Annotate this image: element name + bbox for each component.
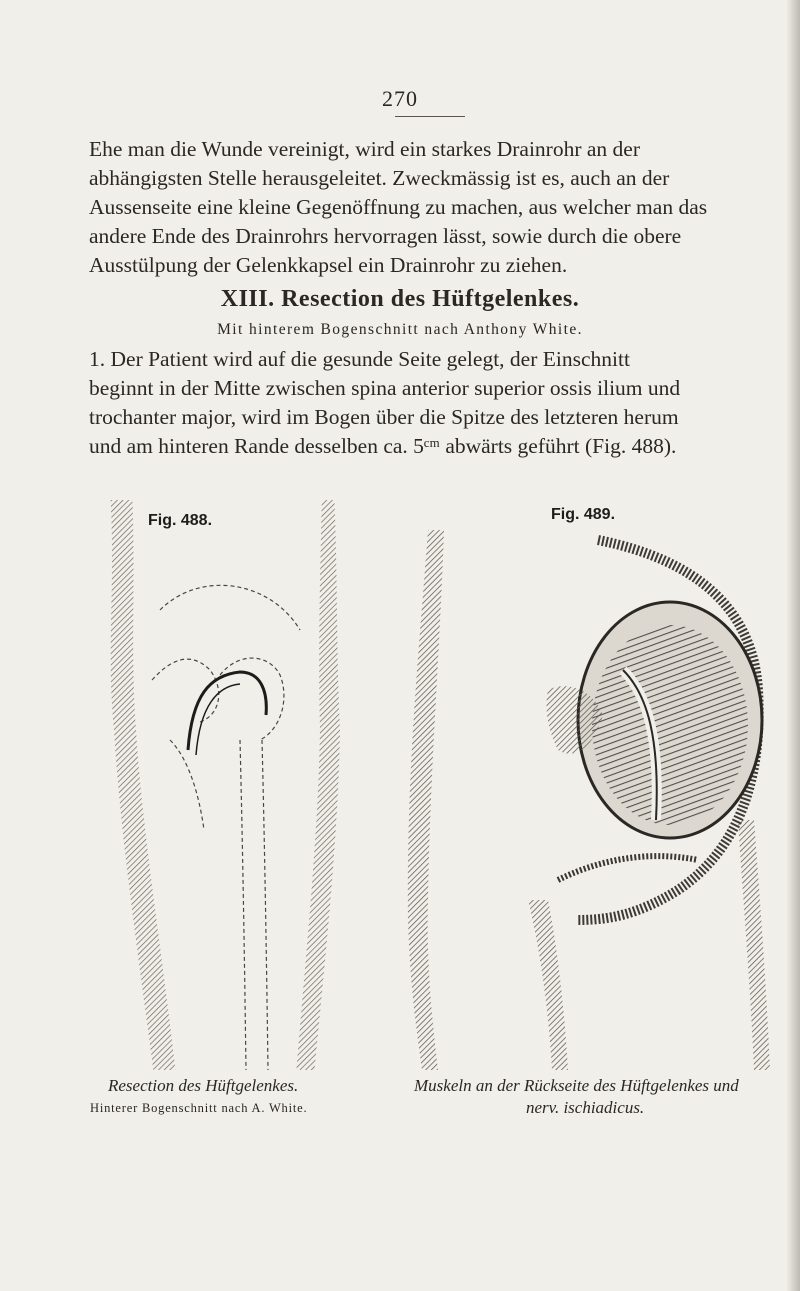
fig-489-caption: Muskeln an der Rückseite des Hüftgelenkes und xyxy=(414,1076,739,1095)
section-subheading: Mit hinterem Bogenschnitt nach Anthony White. xyxy=(217,321,583,338)
paragraph-line: 1. Der Patient wird auf die gesunde Seite gelegt, der Einschnitt xyxy=(89,347,630,371)
section-heading: XIII. Resection des Hüftgelenkes. xyxy=(220,286,580,312)
fig-489-label: Fig. 489. xyxy=(551,506,616,523)
paragraph-line: Ausstülpung der Gelenkkapsel ein Drainrohr zu ziehen. xyxy=(89,253,568,277)
page-number-rule xyxy=(395,116,465,117)
fig-489-subcaption: nerv. ischiadicus. xyxy=(526,1098,645,1117)
paragraph-line: abhängigsten Stelle herausgeleitet. Zweckmässig ist es, auch an der xyxy=(89,166,670,190)
body-left-contour xyxy=(408,530,444,1070)
femur-outline xyxy=(152,585,300,1070)
fig-488-label: Fig. 488. xyxy=(148,512,213,529)
fig-489-illustration xyxy=(398,520,778,1070)
fig-488-illustration xyxy=(100,500,360,1070)
page-edge-shadow xyxy=(786,0,800,1291)
thigh-right-contour xyxy=(296,500,340,1070)
thigh-right-contour xyxy=(738,820,770,1070)
thigh-contour xyxy=(528,900,568,1070)
fig-488-caption: Resection des Hüftgelenkes. xyxy=(108,1076,299,1095)
paragraph-line: andere Ende des Drainrohrs hervorragen lässt, sowie durch die obere xyxy=(89,224,682,248)
incision-arc xyxy=(188,672,266,750)
paragraph-line: Ehe man die Wunde vereinigt, wird ein starkes Drainrohr an der xyxy=(89,137,640,161)
paragraph-drainage xyxy=(89,135,765,280)
paragraph-incision xyxy=(89,345,765,461)
paragraph-line: trochanter major, wird im Bogen über die Spitze des letzteren herum xyxy=(89,405,679,429)
paragraph-line: und am hinteren Rande desselben ca. 5ᶜᵐ abwärts geführt (Fig. 488). xyxy=(89,434,677,458)
gluteal-fold xyxy=(558,856,698,880)
gluteal-muscles xyxy=(592,625,748,825)
paragraph-line: beginnt in der Mitte zwischen spina anterior superior ossis ilium und xyxy=(89,376,681,400)
thigh-left-contour xyxy=(110,500,176,1070)
fig-488-subcaption: Hinterer Bogenschnitt nach A. White. xyxy=(90,1101,308,1115)
paragraph-line: Aussenseite eine kleine Gegenöffnung zu machen, aus welcher man das xyxy=(89,195,708,219)
page-number: 270 xyxy=(382,86,418,111)
